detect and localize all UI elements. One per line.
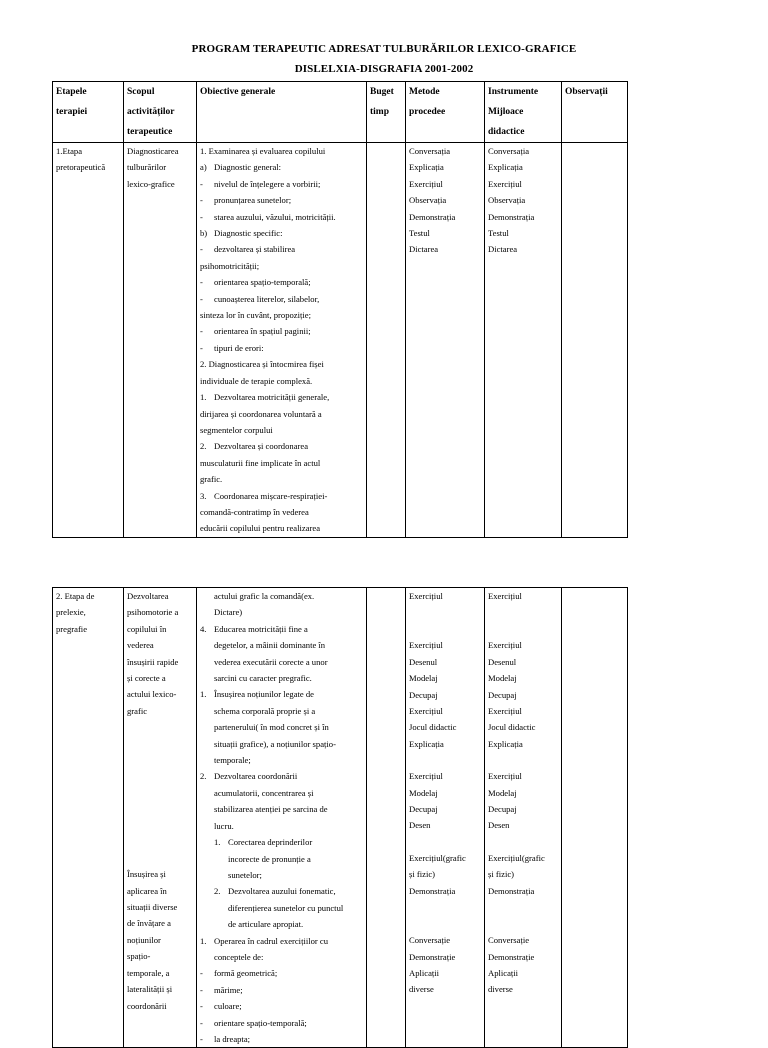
cell-line: Testul — [488, 228, 509, 239]
objective-text: sunetelor; — [228, 869, 262, 880]
cell-line: Explicația — [409, 738, 444, 749]
header-objectives: Obiective generale — [197, 82, 367, 143]
document-subtitle: DISLELXIA-DISGRAFIA 2001-2002 — [294, 63, 474, 75]
cell-line: Mijloace — [488, 107, 524, 117]
cell-line: Exercițiul(grafic — [409, 852, 466, 863]
header-instruments — [485, 82, 562, 143]
cell-line: Exercițiul — [409, 640, 443, 651]
row2-objectives — [197, 588, 367, 1048]
cell-line: de învățare a — [127, 918, 171, 929]
list-marker: - — [200, 326, 203, 337]
header-scope — [124, 82, 197, 143]
cell-line: Dictarea — [409, 244, 439, 255]
objective-text: culoare; — [214, 1001, 242, 1012]
cell-line: Exercițiul — [409, 591, 443, 601]
objective-line — [200, 588, 363, 604]
objective-text: mărime; — [214, 984, 243, 995]
objective-line — [200, 225, 363, 241]
objective-text: Dezvoltarea coordonării — [214, 771, 298, 782]
row2-observations — [562, 588, 628, 1048]
cell-line: și fizic) — [409, 869, 436, 880]
objective-line — [200, 965, 363, 981]
list-marker: - — [200, 1001, 203, 1012]
objective-line — [200, 818, 363, 834]
cell-line: Desenul — [488, 656, 517, 667]
instruments-group — [488, 588, 558, 604]
cell-line: Desen — [488, 820, 510, 831]
objective-line — [200, 406, 363, 422]
objective-line — [200, 686, 363, 702]
objective-text: formă geometrică; — [214, 968, 278, 979]
list-marker: - — [200, 1033, 203, 1044]
cell-line: timp — [370, 107, 389, 117]
list-marker: 1. — [200, 935, 207, 946]
cell-line: Exercițiul — [488, 178, 522, 189]
list-marker: - — [200, 1017, 203, 1028]
cell-line: didactice — [488, 127, 525, 137]
cell-line: Jocul didactic — [488, 722, 536, 733]
cell-line: activităților — [127, 107, 175, 117]
objective-text: pronunțarea sunetelor; — [214, 195, 292, 206]
cell-line: Etapele — [56, 87, 87, 97]
cell-line: Jocul didactic — [409, 722, 457, 733]
therapy-program-table-continued — [52, 587, 628, 1048]
objective-line — [200, 323, 363, 339]
objective-text: acumulatorii, concentrarea și — [214, 787, 314, 798]
objective-text: Diagnostic specific: — [214, 228, 283, 239]
objective-line — [200, 504, 363, 520]
objective-line — [200, 340, 363, 356]
objective-line — [200, 703, 363, 719]
instruments-group — [488, 637, 558, 752]
methods-group — [409, 932, 481, 998]
cell-line: Exercițiul — [488, 706, 522, 717]
objective-line — [200, 768, 363, 784]
cell-line: aplicarea în — [127, 885, 167, 896]
list-marker: - — [200, 195, 203, 206]
cell-line: psihomotorie a — [127, 607, 179, 618]
objective-text: Dezvoltarea și coordonarea — [214, 441, 309, 452]
instruments-group — [488, 932, 558, 998]
objective-line — [200, 438, 363, 454]
list-marker: 4. — [200, 623, 207, 634]
header-observations: Observații — [562, 82, 628, 143]
document-title: PROGRAM TERAPEUTIC ADRESAT TULBURĂRILOR LEXICO-GRAFICE — [191, 43, 577, 55]
objective-line — [200, 192, 363, 208]
objective-text: Dezvoltarea motricității generale, — [214, 392, 330, 403]
cell-line: Dezvoltarea — [127, 591, 169, 601]
methods-group — [409, 588, 481, 604]
cell-line: Demonstrația — [409, 211, 456, 222]
cell-line: Decupaj — [409, 804, 438, 815]
objective-line — [200, 785, 363, 801]
objective-line — [200, 209, 363, 225]
objective-text: comandă-contratimp în vederea — [200, 506, 309, 517]
cell-line: Exercițiul — [488, 640, 522, 651]
list-marker: - — [200, 342, 203, 353]
cell-line: Observația — [488, 195, 526, 206]
cell-line: Dictarea — [488, 244, 518, 255]
objective-text: orientarea în spațiul paginii; — [214, 326, 311, 337]
objective-line — [200, 801, 363, 817]
list-marker: - — [200, 277, 203, 288]
objective-text: partenerului( în mod concret și în — [214, 722, 329, 733]
objective-text: temporale; — [214, 755, 251, 766]
objective-line — [200, 422, 363, 438]
cell-line: Explicația — [488, 738, 523, 749]
cell-line: Exercițiul — [409, 771, 443, 782]
objective-line — [200, 1015, 363, 1031]
objective-text: Corectarea deprinderilor — [228, 837, 313, 848]
row1-stage — [53, 143, 124, 538]
cell-line: Aplicații — [409, 967, 440, 978]
cell-line: Aplicații — [488, 967, 519, 978]
cell-line: Explicația — [409, 162, 444, 173]
list-marker: 2. — [200, 771, 207, 782]
objective-line — [200, 637, 363, 653]
objective-line — [200, 389, 363, 405]
objective-text: incorecte de pronunție a — [228, 853, 311, 864]
objective-line — [200, 883, 363, 899]
table-header-row — [53, 82, 628, 143]
list-marker: 2. — [200, 441, 207, 452]
objective-text: dirijarea și coordonarea voluntară a — [200, 408, 322, 419]
objective-text: sarcini cu caracter pregrafic. — [214, 673, 312, 684]
row2-scope — [124, 588, 197, 1048]
objective-line — [200, 719, 363, 735]
objective-line — [200, 241, 363, 257]
objective-line — [200, 834, 363, 850]
objective-line — [200, 949, 363, 965]
cell-line: tulburărilor — [127, 162, 167, 173]
objective-text: dezvoltarea și stabilirea — [214, 244, 296, 255]
cell-line: Exercițiul — [488, 771, 522, 782]
row2-time-budget — [367, 588, 406, 1048]
objective-text: Educarea motricității fine a — [214, 623, 308, 634]
cell-line: terapeutice — [127, 127, 173, 137]
objective-line — [200, 982, 363, 998]
cell-line: Decupaj — [409, 689, 438, 700]
objective-text: psihomotricității; — [200, 260, 260, 271]
cell-line: și corecte a — [127, 673, 166, 684]
cell-line: copilului în — [127, 623, 167, 634]
objective-line — [200, 621, 363, 637]
cell-line: Modelaj — [409, 787, 438, 798]
objective-text: educării copilului pentru realizarea — [200, 523, 321, 534]
cell-line: diverse — [488, 984, 513, 995]
objective-line — [200, 1031, 363, 1047]
cell-line: Desenul — [409, 656, 438, 667]
objective-text: Dictare) — [214, 607, 243, 618]
objective-text: sinteza lor în cuvânt, propoziție; — [200, 310, 311, 321]
objective-text: actului grafic la comandă(ex. — [214, 591, 315, 601]
objective-line — [200, 143, 363, 159]
objective-text: segmentelor corpului — [200, 424, 273, 435]
objective-text: stabilizarea atenției pe sarcina de — [214, 804, 328, 815]
objective-text: de articulare apropiat. — [228, 919, 304, 930]
objective-text: la dreapta; — [214, 1033, 251, 1044]
row1-scope — [124, 143, 197, 538]
cell-line: temporale, a — [127, 967, 170, 978]
list-marker: - — [200, 244, 203, 255]
table-row — [53, 143, 628, 538]
header-stages — [53, 82, 124, 143]
objective-line — [200, 752, 363, 768]
objective-text: degetelor, a mâinii dominante în — [214, 640, 326, 651]
cell-line: Instrumente — [488, 87, 539, 97]
row2-scope-b — [127, 866, 193, 1014]
objective-text: 1. Examinarea și evaluarea copilului — [200, 146, 326, 156]
objective-text: starea auzului, văzului, motricității. — [214, 211, 336, 222]
header-methods — [406, 82, 485, 143]
objective-line — [200, 520, 363, 536]
instruments-group — [488, 850, 558, 899]
cell-line: 1.Etapa — [56, 146, 83, 156]
cell-line: coordonării — [127, 1000, 167, 1011]
row1-objectives — [197, 143, 367, 538]
cell-line: Explicația — [488, 162, 523, 173]
row1-methods — [406, 143, 485, 538]
cell-line: Demonstrația — [488, 885, 535, 896]
cell-line: Conversație — [409, 935, 451, 946]
objective-line — [200, 933, 363, 949]
cell-line: Observația — [409, 195, 447, 206]
list-marker: - — [200, 293, 203, 304]
cell-line: 2. Etapa de — [56, 591, 95, 601]
cell-line: actului lexico- — [127, 689, 177, 700]
objective-text: tipuri de erori: — [214, 342, 264, 353]
cell-line: Conversația — [488, 146, 530, 156]
cell-line: Decupaj — [488, 689, 517, 700]
cell-line: Testul — [409, 228, 430, 239]
methods-group — [409, 637, 481, 752]
list-marker: - — [200, 178, 203, 189]
cell-line: Modelaj — [488, 673, 517, 684]
objective-line — [200, 654, 363, 670]
cell-line: Conversație — [488, 935, 530, 946]
cell-line: Conversația — [409, 146, 451, 156]
objective-text: conceptele de: — [214, 951, 264, 962]
objective-text: nivelul de înțelegere a vorbirii; — [214, 178, 321, 189]
cell-line: lexico-grafice — [127, 178, 175, 189]
list-marker: b) — [200, 228, 208, 239]
row2-methods — [406, 588, 485, 1048]
objective-line — [200, 274, 363, 290]
objective-text: cunoașterea literelor, silabelor, — [214, 293, 320, 304]
objective-text: orientare spațio-temporală; — [214, 1017, 307, 1028]
row1-time-budget — [367, 143, 406, 538]
cell-line: vederea — [127, 640, 154, 651]
objective-line — [200, 916, 363, 932]
objective-text: 2. Diagnosticarea și întocmirea fișei — [200, 359, 324, 370]
table-row — [53, 588, 628, 1048]
cell-line: Exercițiul(grafic — [488, 852, 545, 863]
list-marker: a) — [200, 162, 207, 173]
cell-line: spațio- — [127, 951, 151, 962]
objective-text: situații grafice), a noțiunilor spațio- — [214, 738, 336, 749]
methods-group — [409, 850, 481, 899]
cell-line: terapiei — [56, 107, 88, 117]
cell-line: noțiunilor — [127, 934, 161, 945]
list-marker: 1. — [200, 392, 207, 403]
objective-line — [200, 356, 363, 372]
cell-line: Exercițiul — [409, 706, 443, 717]
list-marker: 3. — [200, 490, 207, 501]
list-marker: - — [200, 984, 203, 995]
cell-line: Decupaj — [488, 804, 517, 815]
cell-line: pregrafie — [56, 623, 88, 634]
objective-text: schema corporală proprie și a — [214, 705, 316, 716]
row2-instruments — [485, 588, 562, 1048]
cell-line: Exercițiul — [488, 591, 522, 601]
cell-line: Desen — [409, 820, 431, 831]
objective-text: Diagnostic general: — [214, 162, 282, 173]
cell-line: Însușirea și — [127, 869, 166, 880]
objective-text: lucru. — [214, 820, 234, 831]
cell-line: Demonstrație — [409, 951, 456, 962]
cell-line: și fizic) — [488, 869, 515, 880]
cell-line: lateralității și — [127, 984, 173, 995]
header-time-budget — [367, 82, 406, 143]
objective-line — [200, 471, 363, 487]
objective-text: Coordonarea mișcare-respirației- — [214, 490, 328, 501]
objective-text: orientarea spațio-temporală; — [214, 277, 311, 288]
objective-line — [200, 998, 363, 1014]
therapy-program-table — [52, 81, 628, 538]
cell-line: Diagnosticarea — [127, 146, 179, 156]
objective-line — [200, 373, 363, 389]
cell-line: Scopul — [127, 87, 155, 97]
cell-line: Modelaj — [409, 673, 438, 684]
cell-line: prelexie, — [56, 607, 86, 618]
cell-line: procedee — [409, 107, 446, 117]
objective-line — [200, 159, 363, 175]
cell-line: grafic — [127, 705, 148, 716]
objective-line — [200, 455, 363, 471]
list-marker: 1. — [200, 689, 207, 700]
objective-text: diferențierea sunetelor cu punctul — [228, 902, 344, 913]
objective-text: Operarea în cadrul exercițiilor cu — [214, 935, 329, 946]
methods-group — [409, 768, 481, 834]
cell-line: pretorapeutică — [56, 162, 106, 173]
row2-stage — [53, 588, 124, 1048]
list-marker: - — [200, 968, 203, 979]
objective-line — [200, 900, 363, 916]
objective-line — [200, 488, 363, 504]
objective-text: vederea executării corecte a unor — [214, 656, 328, 667]
objective-text: musculaturii fine implicate în actul — [200, 457, 321, 468]
objective-line — [200, 867, 363, 883]
cell-line: diverse — [409, 984, 434, 995]
cell-line: Demonstrația — [488, 211, 535, 222]
list-marker: 1. — [214, 837, 221, 848]
instruments-group — [488, 768, 558, 834]
list-marker: - — [200, 211, 203, 222]
row2-scope-a — [127, 588, 193, 719]
cell-line: Buget — [370, 87, 394, 97]
cell-line: Exercițiul — [409, 178, 443, 189]
objective-line — [200, 604, 363, 620]
objective-line — [200, 307, 363, 323]
objective-line — [200, 176, 363, 192]
row1-instruments — [485, 143, 562, 538]
objective-line — [200, 291, 363, 307]
objective-line — [200, 851, 363, 867]
objective-text: individuale de terapie complexă. — [200, 375, 313, 386]
cell-line: Demonstrație — [488, 951, 535, 962]
cell-line: însușirii rapide — [127, 656, 179, 667]
cell-line: situații diverse — [127, 902, 178, 913]
cell-line: Metode — [409, 87, 440, 97]
row1-observations — [562, 143, 628, 538]
objective-line — [200, 670, 363, 686]
cell-line: Demonstrația — [409, 885, 456, 896]
objective-text: Dezvoltarea auzului fonematic, — [228, 886, 336, 897]
objective-text: grafic. — [200, 474, 223, 485]
objective-line — [200, 736, 363, 752]
objective-text: Însușirea noțiunilor legate de — [214, 689, 314, 700]
objective-line — [200, 258, 363, 274]
list-marker: 2. — [214, 886, 221, 897]
cell-line: Modelaj — [488, 787, 517, 798]
